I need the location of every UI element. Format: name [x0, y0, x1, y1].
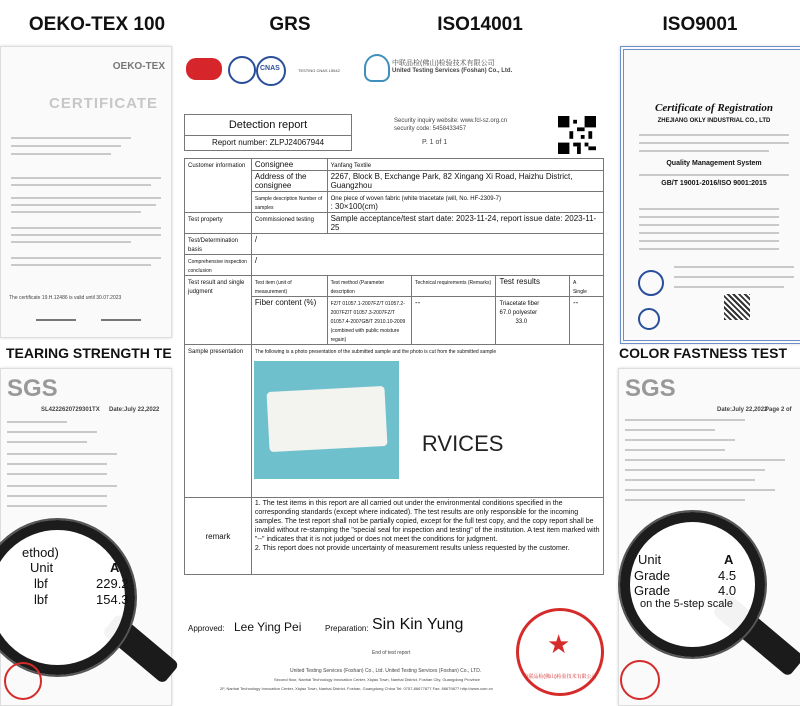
footer-line-3: 2F, Nanhai Technology Innovation Center, Xiqiao Town, Nanhai District, Foshan, Guangdong China Tel: 0757-86677877 Fax: 86679877 http://www.com.cn	[220, 686, 493, 691]
official-seal	[516, 608, 604, 696]
ilac-logo	[228, 56, 256, 84]
sample-size: : 30×100(cm)	[330, 202, 378, 211]
presentation-note: The following is a photo presentation of the submitted sample and the photo is cut from the submitted sample	[254, 349, 497, 355]
lens-right-row1-val: 4.5	[718, 568, 737, 583]
seal-text: 中联品检(佛山)检验技术有限公司	[523, 674, 597, 680]
red-logo	[186, 58, 222, 80]
lens-row2-val: 154.3	[96, 592, 129, 607]
sample-dates: Sample acceptance/test start date: 2023-11-24, report issue date: 2023-11-25	[330, 214, 597, 232]
color-fastness-title: COLOR FASTNESS TEST	[619, 345, 788, 361]
lens-row1-label: lbf	[34, 576, 48, 591]
iso-cert-title: Certificate of Registration	[655, 102, 773, 114]
header-grs: GRS	[269, 14, 311, 35]
address-value: 2267, Block B, Exchange Park, 82 Xingang Xi Road, Haizhu District, Guangzhou	[330, 172, 573, 190]
sgs-stamp-right	[620, 660, 660, 700]
lab-name-cn: 中联品检(佛山)检验技术有限公司	[392, 60, 495, 67]
fiber-methods: FZ/T 01057.1-2007FZ/T 01057.2-2007FZ/T 01057.3-2007FZ/T 01057.4-2007GB/T 2910.10-2009 (combined with public moisture regain)	[330, 301, 406, 343]
fiber-single: --	[572, 298, 579, 307]
sgs-report-no: SL4222620729301TX	[41, 407, 100, 413]
sgs-date: Date:July 22,2022	[109, 407, 160, 413]
fiber-requirements: --	[415, 298, 421, 307]
fiber-result-2: 67.0 polyester	[499, 310, 538, 316]
fiber-result-1: Triacetate fiber	[499, 301, 540, 307]
sample-desc-label: Sample description Number of samples	[254, 196, 323, 211]
approved-label: Approved:	[188, 624, 225, 633]
prep-name: Sin Kin Yung	[372, 616, 464, 633]
tearing-strength-title: TEARING STRENGTH TE	[6, 345, 172, 361]
lab-name-en: United Testing Services (Foshan) Co., Ltd.	[392, 68, 513, 74]
lens-right-row2-label: Grade	[634, 583, 671, 598]
oeko-cert-validity: The certificate 19.H.12486 is valid until 30.07.2023	[9, 295, 122, 301]
address-label: Address of the consignee	[254, 172, 307, 190]
consignee-label: Consignee	[254, 160, 294, 169]
end-of-report: End of test report	[372, 650, 411, 656]
remark-2: 2. This report does not provide uncertainty of measurement results unless requested by the customer.	[254, 545, 570, 552]
col-test-item: Test item (unit of measurement)	[254, 280, 292, 295]
k-logo-1	[638, 270, 664, 296]
iso-system: Quality Management System	[666, 160, 762, 167]
header-iso14001: ISO14001	[437, 14, 523, 35]
preparation-label: Preparation:	[325, 624, 369, 633]
white-fabric	[266, 386, 387, 452]
sgs-date-right: Date:July 22,2022	[717, 407, 768, 413]
lens-right-row1-label: Grade	[634, 568, 671, 583]
lens-row2-label: lbf	[34, 592, 48, 607]
qr-small	[724, 294, 750, 320]
lens-right-unit-label: Unit	[638, 552, 662, 567]
cnas-text: CNAS	[260, 65, 280, 72]
remark-1: 1. The test items in this report are all carried out under the environmental conditions specified in the corresponding standards (except where indicated). The test results are only responsible for the incoming samples. The test report shall not be partially copied, except for the full test copy, and the copy report shall be invalid without re-stamping the "special seal for inspection and testing" of the institution. A test item marked with "--" indicates that it is not judged or does not meet the conditions for judgment.	[254, 500, 600, 543]
lens-right-scale: on the 5-step scale	[640, 598, 733, 610]
col-test-method: Test method (Parameter description	[330, 280, 385, 295]
lens-unit-val: A	[110, 560, 120, 575]
lens-method: ethod)	[22, 545, 59, 560]
lens-row1-val: 229.2	[96, 576, 129, 591]
col-requirements: Technical requirements (Remarks)	[415, 280, 492, 286]
lens-right-row2-val: 4.0	[718, 583, 737, 598]
oeko-tex-logo: OEKO-TEX	[112, 61, 165, 72]
k-logo-2	[638, 308, 660, 330]
lens-unit-label: Unit	[30, 560, 54, 575]
sgs-page-right: Page 2 of	[765, 407, 792, 413]
comprehensive-label: Comprehensive inspection conclusion	[188, 259, 247, 274]
testing-cnas: TESTING CNAS L5542	[298, 68, 340, 73]
fabric-sample-photo	[254, 361, 399, 479]
seal-star-icon: ★	[547, 629, 571, 659]
header-oeko-tex: OEKO-TEX 100	[28, 14, 166, 35]
lens-right-unit-val: A	[724, 552, 734, 567]
fiber-content-label: Fiber content (%)	[254, 298, 317, 307]
oeko-tex-certificate	[0, 46, 172, 338]
sgs-logo-right: SGS	[625, 375, 676, 402]
security-code: security code: 5458433457	[394, 126, 467, 132]
col-single: Single	[572, 289, 587, 295]
test-property-value: Commissioned testing	[254, 217, 314, 223]
iso-company: ZHEJIANG OKLY INDUSTRIAL CO., LTD	[657, 118, 771, 124]
certificate-title: CERTIFICATE	[49, 95, 159, 112]
consignee-value: Yanfang Textile	[330, 163, 372, 169]
remark-label: remark	[205, 531, 231, 541]
report-title: Detection report	[184, 114, 352, 136]
presentation-label: Sample presentation	[188, 349, 244, 355]
customer-info-label: Customer information	[188, 163, 246, 169]
iso9001-certificate	[620, 46, 800, 344]
sgs-logo: SGS	[7, 375, 58, 402]
watermark-text: RVICES	[421, 431, 504, 456]
security-site: Security inquiry website: www.fcl-sz.org.cn	[394, 118, 508, 124]
uts-logo	[364, 54, 390, 82]
comprehensive-value: /	[254, 256, 258, 265]
test-property-label: Test property	[188, 217, 223, 223]
fiber-result-3: 33.0	[515, 319, 528, 325]
sgs-stamp-left	[4, 662, 42, 700]
qr-code	[558, 116, 596, 154]
sample-desc-value: One piece of woven fabric (white triacetate (will, No. HF-2309-7)	[330, 196, 501, 202]
header-iso9001: ISO9001	[662, 14, 738, 35]
col-test-results: Test results	[499, 277, 540, 286]
detection-report	[180, 46, 610, 704]
iso-standard: GB/T 19001-2016/ISO 9001:2015	[661, 180, 767, 187]
report-page: P. 1 of 1	[422, 139, 448, 146]
report-number: Report number: ZLPJ24067944	[184, 135, 352, 151]
results-label: Test result and single judgment	[188, 280, 245, 295]
approved-name: Lee Ying Pei	[234, 620, 302, 634]
basis-label: Test/Determination basis	[188, 238, 239, 253]
footer-line-1: United Testing Services (Foshan) Co., Ltd. United Testing Services (Foshan) Co., LTD.	[290, 668, 482, 674]
col-a: A	[572, 280, 577, 286]
basis-value: /	[254, 235, 258, 244]
footer-line-2: Second floor, Nanhai Technology Innovation Center, Xiqiao Town, Nanhai District, Foshan City, Guangdong Province	[274, 677, 480, 682]
